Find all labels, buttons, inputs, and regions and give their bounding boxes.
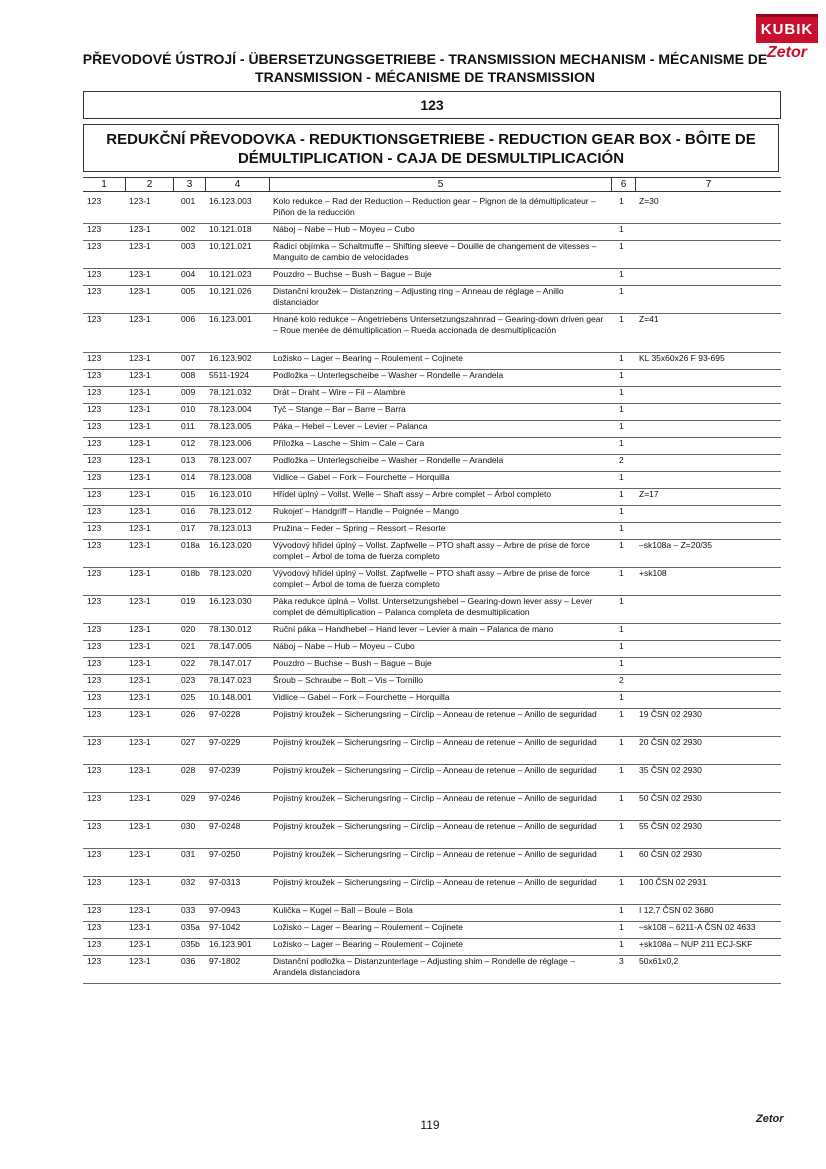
- position-cell: 020: [181, 624, 196, 634]
- part-number-cell: 97-0943: [209, 905, 241, 915]
- subgroup-cell: 123-1: [129, 956, 151, 966]
- quantity-cell: 1: [619, 568, 624, 578]
- table-row: [83, 472, 781, 489]
- main-title: [80, 50, 770, 86]
- subgroup-cell: 123-1: [129, 489, 151, 499]
- group-cell: 123: [87, 658, 102, 668]
- part-number-cell: 10.121.021: [209, 241, 252, 251]
- quantity-cell: 1: [619, 692, 624, 702]
- part-number-cell: 97-0313: [209, 877, 241, 887]
- zetor-wordmark: Zetor: [767, 44, 807, 61]
- description-cell: Pružina – Feder – Spring – Ressort – Resorte: [273, 523, 446, 533]
- group-cell: 123: [87, 421, 102, 431]
- part-number-cell: 78.147.005: [209, 641, 252, 651]
- description-cell: Ložisko – Lager – Bearing – Roulement – Cojinete: [273, 922, 463, 932]
- subgroup-cell: 123-1: [129, 370, 151, 380]
- part-number-cell: 16.123.902: [209, 353, 252, 363]
- group-cell: 123: [87, 404, 102, 414]
- quantity-cell: 1: [619, 596, 624, 606]
- quantity-cell: 1: [619, 489, 624, 499]
- table-row: [83, 314, 781, 353]
- page-number: 119: [420, 1118, 440, 1132]
- subgroup-cell: 123-1: [129, 596, 151, 606]
- position-cell: 036: [181, 956, 196, 966]
- group-cell: 123: [87, 241, 102, 251]
- subtitle-line2: DÉMULTIPLICATION - CAJA DE DESMULTIPLICACIÓN: [237, 150, 625, 167]
- group-cell: 123: [87, 438, 102, 448]
- group-cell: 123: [87, 641, 102, 651]
- table-row: [83, 939, 781, 956]
- position-cell: 027: [181, 737, 196, 747]
- position-cell: 026: [181, 709, 196, 719]
- position-cell: 013: [181, 455, 196, 465]
- group-cell: 123: [87, 472, 102, 482]
- subgroup-cell: 123-1: [129, 793, 151, 803]
- quantity-cell: 1: [619, 241, 624, 251]
- part-number-cell: 78.147.023: [209, 675, 252, 685]
- table-row: [83, 737, 781, 765]
- position-cell: 035a: [181, 922, 200, 932]
- part-number-cell: 78.123.020: [209, 568, 252, 578]
- subgroup-cell: 123-1: [129, 737, 151, 747]
- part-number-cell: 78.123.013: [209, 523, 252, 533]
- quantity-cell: 2: [619, 675, 624, 685]
- position-cell: 032: [181, 877, 196, 887]
- subgroup-cell: 123-1: [129, 472, 151, 482]
- quantity-cell: 1: [619, 421, 624, 431]
- position-cell: 002: [181, 224, 196, 234]
- group-cell: 123: [87, 675, 102, 685]
- group-cell: 123: [87, 765, 102, 775]
- position-cell: 022: [181, 658, 196, 668]
- description-cell: Vývodový hřídel úplný – Vollst. Zapfwelle – PTO shaft assy – Arbre de prise de force complet – Árbol de toma de fuerza completo: [273, 568, 590, 589]
- table-row: [83, 641, 781, 658]
- table-row: [83, 922, 781, 939]
- description-cell: Řadicí objímka – Schaltmuffe – Shifting sleeve – Douille de changement de vitesses – Manguito de cambio de velocidades: [273, 241, 597, 262]
- main-title-line1: PŘEVODOVÉ ÚSTROJÍ - ÜBERSETZUNGSGETRIEBE - TRANSMISSION MECHANISM - MÉCANISME DE: [82, 51, 768, 67]
- group-cell: 123: [87, 922, 102, 932]
- group-cell: 123: [87, 489, 102, 499]
- position-cell: 028: [181, 765, 196, 775]
- column-header: 7: [635, 178, 781, 191]
- description-cell: Ruční páka – Handhebel – Hand lever – Levier à main – Palanca de mano: [273, 624, 554, 634]
- position-cell: 012: [181, 438, 196, 448]
- part-number-cell: 16.123.003: [209, 196, 252, 206]
- note-cell: 50 ČSN 02 2930: [639, 793, 702, 803]
- position-cell: 004: [181, 269, 196, 279]
- quantity-cell: 1: [619, 387, 624, 397]
- position-cell: 014: [181, 472, 196, 482]
- quantity-cell: 1: [619, 286, 624, 296]
- part-number-cell: 78.147.017: [209, 658, 252, 668]
- quantity-cell: 1: [619, 641, 624, 651]
- description-cell: Distanční podložka – Distanzunterlage – Adjusting shim – Rondelle de réglage – Arandela distanciadora: [273, 956, 575, 977]
- subgroup-cell: 123-1: [129, 765, 151, 775]
- note-cell: I 12,7 ČSN 02 3680: [639, 905, 714, 915]
- table-row: [83, 286, 781, 314]
- table-row: [83, 692, 781, 709]
- part-number-cell: 16.123.901: [209, 939, 252, 949]
- position-cell: 009: [181, 387, 196, 397]
- quantity-cell: 1: [619, 905, 624, 915]
- quantity-cell: 1: [619, 821, 624, 831]
- group-cell: 123: [87, 956, 102, 966]
- table-row: [83, 438, 781, 455]
- main-title-line2: TRANSMISSION - MÉCANISME DE TRANSMISSION: [255, 69, 595, 85]
- table-row: [83, 404, 781, 421]
- note-cell: +sk108: [639, 568, 667, 578]
- subgroup-cell: 123-1: [129, 269, 151, 279]
- description-cell: Příložka – Lasche – Shim – Cale – Cara: [273, 438, 425, 448]
- note-cell: 100 ČSN 02 2931: [639, 877, 707, 887]
- column-header: 6: [611, 178, 635, 191]
- table-row: [83, 821, 781, 849]
- note-cell: 60 ČSN 02 2930: [639, 849, 702, 859]
- part-number-cell: 78.123.007: [209, 455, 252, 465]
- description-cell: Rukojeť – Handgriff – Handle – Poignée – Mango: [273, 506, 459, 516]
- quantity-cell: 1: [619, 709, 624, 719]
- description-cell: Pouzdro – Buchse – Bush – Bague – Buje: [273, 269, 432, 279]
- description-cell: Podložka – Unterlegscheibe – Washer – Rondelle – Arandela: [273, 370, 504, 380]
- description-cell: Kolo redukce – Rad der Reduction – Reduction gear – Pignon de la démultiplicateur – Piñon de la reducción: [273, 196, 596, 217]
- description-cell: Pouzdro – Buchse – Bush – Bague – Buje: [273, 658, 432, 668]
- table-row: [83, 956, 781, 984]
- position-cell: 019: [181, 596, 196, 606]
- column-header: 2: [125, 178, 173, 191]
- position-cell: 001: [181, 196, 196, 206]
- description-cell: Hřídel úplný – Vollst. Welle – Shaft assy – Arbre complet – Árbol completo: [273, 489, 552, 499]
- subgroup-cell: 123-1: [129, 286, 151, 296]
- quantity-cell: 1: [619, 523, 624, 533]
- quantity-cell: 1: [619, 314, 624, 324]
- subgroup-cell: 123-1: [129, 905, 151, 915]
- table-row: [83, 224, 781, 241]
- description-cell: Pojistný kroužek – Sicherungsring – Circlip – Anneau de retenue – Anillo de seguridad: [273, 765, 597, 775]
- description-cell: Pojistný kroužek – Sicherungsring – Circlip – Anneau de retenue – Anillo de seguridad: [273, 737, 597, 747]
- table-row: [83, 596, 781, 624]
- quantity-cell: 3: [619, 956, 624, 966]
- position-cell: 033: [181, 905, 196, 915]
- part-number-cell: 78.130.012: [209, 624, 252, 634]
- subgroup-cell: 123-1: [129, 353, 151, 363]
- table-header: [83, 177, 781, 192]
- position-cell: 017: [181, 523, 196, 533]
- note-cell: +sk108a – NUP 211 ECJ-SKF: [639, 939, 753, 949]
- group-cell: 123: [87, 455, 102, 465]
- quantity-cell: 1: [619, 224, 624, 234]
- table-row: [83, 877, 781, 905]
- subtitle-box: [83, 124, 779, 172]
- part-number-cell: 78.121.032: [209, 387, 252, 397]
- quantity-cell: 1: [619, 438, 624, 448]
- table-row: [83, 506, 781, 523]
- quantity-cell: 1: [619, 540, 624, 550]
- table-row: [83, 709, 781, 737]
- subgroup-cell: 123-1: [129, 404, 151, 414]
- position-cell: 016: [181, 506, 196, 516]
- description-cell: Pojistný kroužek – Sicherungsring – Circlip – Anneau de retenue – Anillo de seguridad: [273, 793, 597, 803]
- quantity-cell: 1: [619, 370, 624, 380]
- table-row: [83, 455, 781, 472]
- position-cell: 007: [181, 353, 196, 363]
- quantity-cell: 1: [619, 939, 624, 949]
- part-number-cell: 97-0246: [209, 793, 241, 803]
- quantity-cell: 1: [619, 404, 624, 414]
- group-number-box: 123: [83, 91, 781, 119]
- group-cell: 123: [87, 709, 102, 719]
- subgroup-cell: 123-1: [129, 568, 151, 578]
- description-cell: Náboj – Nabe – Hub – Moyeu – Cubo: [273, 224, 415, 234]
- description-cell: Drát – Draht – Wire – Fil – Alambre: [273, 387, 406, 397]
- part-number-cell: 10.121.018: [209, 224, 252, 234]
- table-row: [83, 269, 781, 286]
- subgroup-cell: 123-1: [129, 540, 151, 550]
- description-cell: Ložisko – Lager – Bearing – Roulement – Cojinete: [273, 939, 463, 949]
- subgroup-cell: 123-1: [129, 849, 151, 859]
- position-cell: 031: [181, 849, 196, 859]
- group-cell: 123: [87, 314, 102, 324]
- description-cell: Pojistný kroužek – Sicherungsring – Circlip – Anneau de retenue – Anillo de seguridad: [273, 849, 597, 859]
- description-cell: Šroub – Schraube – Bolt – Vis – Tornillo: [273, 675, 423, 685]
- position-cell: 021: [181, 641, 196, 651]
- description-cell: Páka – Hebel – Lever – Levier – Palanca: [273, 421, 428, 431]
- description-cell: Páka redukce úplná – Vollst. Untersetzungshebel – Gearing-down lever assy – Lever complet de démultiplication – Palanca completa de desmultiplication: [273, 596, 593, 617]
- subtitle-line1: REDUKČNÍ PŘEVODOVKA - REDUKTIONSGETRIEBE - REDUCTION GEAR BOX - BÔITE DE: [106, 131, 756, 148]
- part-number-cell: 78.123.008: [209, 472, 252, 482]
- group-cell: 123: [87, 905, 102, 915]
- group-cell: 123: [87, 821, 102, 831]
- part-number-cell: 16.123.020: [209, 540, 252, 550]
- group-cell: 123: [87, 540, 102, 550]
- note-cell: –sk108a – Z=20/35: [639, 540, 713, 550]
- table-row: [83, 765, 781, 793]
- note-cell: Z=30: [639, 196, 659, 206]
- subgroup-cell: 123-1: [129, 939, 151, 949]
- group-cell: 123: [87, 196, 102, 206]
- part-number-cell: 97-1802: [209, 956, 241, 966]
- table-row: [83, 568, 781, 596]
- subgroup-cell: 123-1: [129, 624, 151, 634]
- kubik-wordmark: KUBIK: [756, 14, 818, 43]
- description-cell: Pojistný kroužek – Sicherungsring – Circlip – Anneau de retenue – Anillo de seguridad: [273, 821, 597, 831]
- note-cell: 50x61x0,2: [639, 956, 679, 966]
- column-header: 4: [205, 178, 269, 191]
- subgroup-cell: 123-1: [129, 658, 151, 668]
- subgroup-cell: 123-1: [129, 821, 151, 831]
- part-number-cell: 97-0229: [209, 737, 241, 747]
- position-cell: 006: [181, 314, 196, 324]
- part-number-cell: 10.121.023: [209, 269, 252, 279]
- description-cell: Tyč – Stange – Bar – Barre – Barra: [273, 404, 406, 414]
- position-cell: 008: [181, 370, 196, 380]
- position-cell: 015: [181, 489, 196, 499]
- group-cell: 123: [87, 849, 102, 859]
- part-number-cell: 78.123.005: [209, 421, 252, 431]
- position-cell: 030: [181, 821, 196, 831]
- quantity-cell: 1: [619, 196, 624, 206]
- quantity-cell: 2: [619, 455, 624, 465]
- position-cell: 025: [181, 692, 196, 702]
- part-number-cell: 16.123.010: [209, 489, 252, 499]
- note-cell: Z=41: [639, 314, 659, 324]
- quantity-cell: 1: [619, 737, 624, 747]
- table-row: [83, 793, 781, 821]
- part-number-cell: 97-0228: [209, 709, 241, 719]
- table-row: [83, 241, 781, 269]
- description-cell: Pojistný kroužek – Sicherungsring – Circlip – Anneau de retenue – Anillo de seguridad: [273, 877, 597, 887]
- description-cell: Hnané kolo redukce – Angetriebens Untersetzungszahnrad – Gearing-down driven gear – Roue menée de démultiplication – Rueda accionada de desmultiplicación: [273, 314, 604, 335]
- table-row: [83, 489, 781, 506]
- group-cell: 123: [87, 387, 102, 397]
- description-cell: Ložisko – Lager – Bearing – Roulement – Cojinete: [273, 353, 463, 363]
- group-cell: 123: [87, 877, 102, 887]
- table-row: [83, 421, 781, 438]
- quantity-cell: 1: [619, 506, 624, 516]
- subgroup-cell: 123-1: [129, 455, 151, 465]
- subgroup-cell: 123-1: [129, 224, 151, 234]
- table-row: [83, 658, 781, 675]
- part-number-cell: 97-0239: [209, 765, 241, 775]
- column-header: 5: [269, 178, 611, 191]
- group-cell: 123: [87, 224, 102, 234]
- quantity-cell: 1: [619, 765, 624, 775]
- position-cell: 023: [181, 675, 196, 685]
- position-cell: 018b: [181, 568, 200, 578]
- quantity-cell: 1: [619, 353, 624, 363]
- quantity-cell: 1: [619, 849, 624, 859]
- table-row: [83, 370, 781, 387]
- table-row: [83, 624, 781, 641]
- group-cell: 123: [87, 596, 102, 606]
- subgroup-cell: 123-1: [129, 421, 151, 431]
- position-cell: 005: [181, 286, 196, 296]
- table-row: [83, 196, 781, 224]
- note-cell: 19 ČSN 02 2930: [639, 709, 702, 719]
- position-cell: 035b: [181, 939, 200, 949]
- subgroup-cell: 123-1: [129, 523, 151, 533]
- position-cell: 010: [181, 404, 196, 414]
- group-cell: 123: [87, 506, 102, 516]
- part-number-cell: 5511-1924: [209, 370, 250, 380]
- quantity-cell: 1: [619, 793, 624, 803]
- subgroup-cell: 123-1: [129, 387, 151, 397]
- part-number-cell: 10.148.001: [209, 692, 252, 702]
- subgroup-cell: 123-1: [129, 196, 151, 206]
- quantity-cell: 1: [619, 624, 624, 634]
- quantity-cell: 1: [619, 877, 624, 887]
- description-cell: Distanční kroužek – Distanzring – Adjusting ring – Anneau de réglage – Anillo distanciador: [273, 286, 564, 307]
- group-cell: 123: [87, 370, 102, 380]
- group-cell: 123: [87, 286, 102, 296]
- description-cell: Vývodový hřídel úplný – Vollst. Zapfwelle – PTO shaft assy – Arbre de prise de force complet – Árbol de toma de fuerza completo: [273, 540, 590, 561]
- part-number-cell: 78.123.012: [209, 506, 252, 516]
- group-cell: 123: [87, 353, 102, 363]
- column-header: 3: [173, 178, 205, 191]
- note-cell: –sk108 – 6211-A ČSN 02 4633: [639, 922, 756, 932]
- position-cell: 011: [181, 421, 195, 431]
- note-cell: Z=17: [639, 489, 659, 499]
- part-number-cell: 97-0250: [209, 849, 241, 859]
- subgroup-cell: 123-1: [129, 438, 151, 448]
- part-number-cell: 16.123.030: [209, 596, 252, 606]
- group-cell: 123: [87, 737, 102, 747]
- table-row: [83, 353, 781, 370]
- subgroup-cell: 123-1: [129, 675, 151, 685]
- subgroup-cell: 123-1: [129, 314, 151, 324]
- subgroup-cell: 123-1: [129, 877, 151, 887]
- quantity-cell: 1: [619, 472, 624, 482]
- group-cell: 123: [87, 692, 102, 702]
- part-number-cell: 16.123.001: [209, 314, 252, 324]
- subgroup-cell: 123-1: [129, 709, 151, 719]
- group-cell: 123: [87, 939, 102, 949]
- note-cell: KL 35x60x26 F 93-695: [639, 353, 725, 363]
- part-number-cell: 97-0248: [209, 821, 241, 831]
- position-cell: 018a: [181, 540, 200, 550]
- footer-zetor-logo: Zetor: [756, 1113, 784, 1125]
- group-cell: 123: [87, 523, 102, 533]
- quantity-cell: 1: [619, 658, 624, 668]
- table-row: [83, 387, 781, 404]
- description-cell: Vidlice – Gabel – Fork – Fourchette – Horquilla: [273, 472, 450, 482]
- description-cell: Pojistný kroužek – Sicherungsring – Circlip – Anneau de retenue – Anillo de seguridad: [273, 709, 597, 719]
- subgroup-cell: 123-1: [129, 641, 151, 651]
- part-number-cell: 78.123.006: [209, 438, 252, 448]
- group-cell: 123: [87, 269, 102, 279]
- description-cell: Vidlice – Gabel – Fork – Fourchette – Horquilla: [273, 692, 450, 702]
- table-row: [83, 849, 781, 877]
- quantity-cell: 1: [619, 922, 624, 932]
- quantity-cell: 1: [619, 269, 624, 279]
- subgroup-cell: 123-1: [129, 506, 151, 516]
- position-cell: 003: [181, 241, 196, 251]
- column-header: 1: [101, 179, 107, 190]
- note-cell: 20 ČSN 02 2930: [639, 737, 702, 747]
- subgroup-cell: 123-1: [129, 241, 151, 251]
- description-cell: Náboj – Nabe – Hub – Moyeu – Cubo: [273, 641, 415, 651]
- table-row: [83, 675, 781, 692]
- table-row: [83, 540, 781, 568]
- position-cell: 029: [181, 793, 196, 803]
- description-cell: Kulička – Kugel – Ball – Boule – Bola: [273, 905, 413, 915]
- table-row: [83, 523, 781, 540]
- group-cell: 123: [87, 624, 102, 634]
- subgroup-cell: 123-1: [129, 922, 151, 932]
- note-cell: 35 ČSN 02 2930: [639, 765, 702, 775]
- group-cell: 123: [87, 793, 102, 803]
- description-cell: Podložka – Unterlegscheibe – Washer – Rondelle – Arandela: [273, 455, 504, 465]
- group-cell: 123: [87, 568, 102, 578]
- subgroup-cell: 123-1: [129, 692, 151, 702]
- table-row: [83, 905, 781, 922]
- part-number-cell: 10.121.026: [209, 286, 252, 296]
- note-cell: 55 ČSN 02 2930: [639, 821, 702, 831]
- part-number-cell: 97-1042: [209, 922, 241, 932]
- part-number-cell: 78.123.004: [209, 404, 252, 414]
